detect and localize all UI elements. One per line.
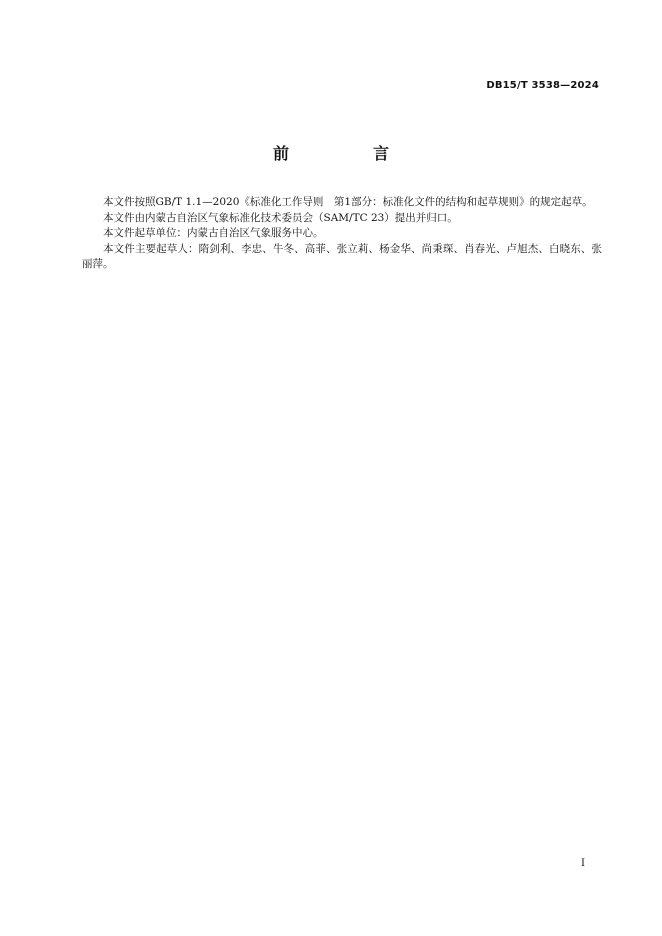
paragraph-drafting-basis: 本文件按照GB/T 1.1—2020《标准化工作导则 第1部分：标准化文件的结构和起草规则》的规定起草。 (103, 196, 593, 208)
page-title: 前 言 (272, 144, 423, 163)
paragraph-proposer: 本文件由内蒙古自治区气象标准化技术委员会（SAM/TC 23）提出并归口。 (103, 211, 458, 224)
foreword-body (82, 195, 602, 273)
paragraph-drafting-unit: 本文件起草单位：内蒙古自治区气象服务中心。 (103, 227, 324, 239)
page-number: I (581, 858, 585, 869)
paragraph-drafters: 本文件主要起草人：隋剑利、李忠、牛冬、高菲、张立莉、杨金华、尚秉琛、肖春光、卢旭杰、白晓东、张丽萍。 (82, 242, 602, 270)
document-id: DB15/T 3538—2024 (486, 80, 599, 91)
